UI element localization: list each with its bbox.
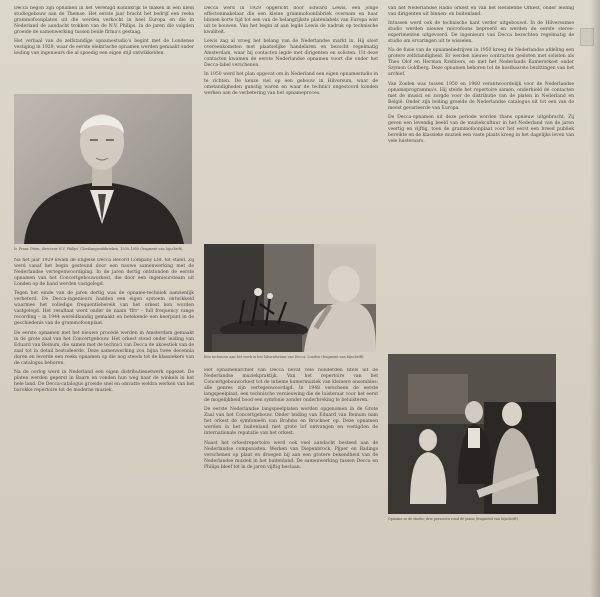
paragraph: Intussen werd ook de technische kant verder uitgebouwd. In de Hilversumse studio werden nieuwe microfoons beproefd en werden de eerste stereo-experimenten uitgevoerd. De ingenieurs van Decca bezochten regelmatig de studio om ervaringen uit te wisselen. [388, 21, 574, 45]
edge-shadow [590, 0, 600, 597]
paragraph: De Decca-opnamen uit deze periode worden thans opnieuw uitgebracht. Zij geven een levendig beeld van de muziekcultuur in het Nederland van de jaren veertig en vijftig, toen de grammofoonplaat voor het eerst een breed publiek bereikte en de klassieke muziek een vaste plaats kreeg in het dagelijks leven van vele luisteraars. [388, 114, 574, 144]
paragraph: Na de oorlog werd in Nederland een eigen distributienetwerk opgezet. De platen werden geperst in Baarn en vonden hun weg naar de winkels in het hele land. De Decca-catalogus groeide snel en omvatte weldra werken van het barokke repertoire tot de moderne muziek. [14, 369, 194, 393]
column-left-top [14, 6, 194, 90]
paragraph: Na het jaar 1929 kwam de Engelse Decca Record Company Ltd. tot stand. Zij werd vanaf het begin gesteund door een nauwe samenwerking met de Nederlandse vertegenwoordiging. In de jaren dertig ontstonden de eerste opnamen van het Concertgebouworkest, die door een ingenieursteam uit Londen op de band werden vastgelegd. [14, 258, 194, 288]
column-left-main [14, 258, 194, 588]
paragraph: Lewis zag al vroeg het belang van de Nederlandse markt in. Hij sloot overeenkomsten met plaatselijke handelaren en bezocht regelmatig Amsterdam, waar hij contacten legde met dirigenten en solisten. Uit deze contacten kwamen de eerste Nederlandse opnamen voort die onder het Decca-label verschenen. [204, 39, 378, 69]
portrait-caption-box [14, 245, 192, 257]
paragraph: De eerste opnamen met het nieuwe procédé werden in Amsterdam gemaakt in de grote zaal van het Concertgebouw. Het orkest stond onder leiding van Eduard van Beinum, die samen met de technici van Decca de akoestiek van de zaal tot in detail bestudeerde. Deze samenwerking zou bijna twee decennia duren en leverde een reeks opnamen op die nog steeds tot de klassiekers van de catalogus behoren. [14, 330, 194, 366]
portrait-caption: Ir. Frans Otten, directeur N.V. Philips' Gloeilampenfabrieken, 1930–1950 (fragment van bijschrift) [14, 247, 183, 251]
technician-photo [204, 244, 376, 352]
group-image [388, 354, 556, 514]
portrait-image [14, 94, 192, 244]
column-right-top [388, 6, 574, 346]
group-photo [388, 354, 556, 514]
paragraph: In 1950 werd het plan opgevat om in Nederland een eigen opnamestudio in te richten. De keuze viel op een gebouw in Hilversum, waar de omstandigheden gunstig waren en waar de technici ongestoord konden werken aan de verbetering van het opnameproces. [204, 72, 378, 96]
paragraph: Het verhaal van de zelfstandige opnamestudio's begint met de Londense vestiging in 1929, waar de eerste elektrische opnamen werden gemaakt onder leiding van ingenieurs die al spoedig een eigen stijl ontwikkelden. [14, 39, 194, 57]
paragraph: Decca begon zijn opnamen in het Verenigd Koninkrijk te maken in een klein studiogebouw aan de Themse. Het eerste jaar bracht het bedrijf een reeks grammofoonplaten uit die werden verkocht in heel Europa en die in Nederland de aandacht trokken van de N.V. Philips. In de jaren die volgden groeide de samenwerking tussen beide firma's gestaag. [14, 6, 194, 36]
portrait-photo [14, 94, 192, 244]
column-middle-bottom [204, 368, 378, 590]
group-caption: Opname in de studio; drie personen rond de piano (fragment van bijschrift) [388, 517, 518, 521]
paragraph: Na de fusie van de opnamebedrijven in 1950 kreeg de Nederlandse afdeling een grotere zelfstandigheid. Er werden nieuwe contracten gesloten met solisten als Theo Olof en Herman Krebbers, en met het Nederlands Kamerorkest onder Szymon Goldberg. Deze opnamen behoren tot de kostbaarste bezittingen van het archief. [388, 48, 574, 78]
paragraph: Het opnamenarchief van Decca bevat vele honderden titels uit de Nederlandse muziekpraktijk. Van het repertoire van het Concertgebouworkest tot de intieme kamermuziek van kleinere ensembles: alle genres zijn vertegenwoordigd. In 1948 verscheen de eerste langspeelplaat, een technische vernieuwing die de luisteraar voor het eerst de mogelijkheid bood een symfonie zonder onderbreking te beluisteren. [204, 368, 378, 404]
column-middle-top [204, 6, 378, 238]
technician-image [204, 244, 376, 352]
paragraph: De eerste Nederlandse langspeelplaten werden opgenomen in de Grote Zaal van het Concertgebouw. Onder leiding van Eduard van Beinum nam het orkest de symfonieën van Brahms en Bruckner op. Deze opnamen werden in het buitenland met grote lof ontvangen en vestigden de internationale reputatie van het orkest. [204, 407, 378, 437]
paragraph: Naast het orkestrepertoire werd ook veel aandacht besteed aan de Nederlandse componisten. Werken van Diepenbrock, Pijper en Badings verschenen op plaat en droegen bij aan een grotere bekendheid van de Nederlandse muziek in het buitenland. De samenwerking tussen Decca en Philips bleef tot in de jaren vijftig bestaan. [204, 440, 378, 470]
group-caption-box [388, 515, 556, 537]
technician-caption: Een technicus aan het werk in het laboratorium van Decca, Londen (fragment van bijschrift) [204, 355, 364, 359]
paragraph: van het Nederlandse Radio orkest en van het Residentie Orkest, onder leiding van dirigenten uit binnen- en buitenland. [388, 6, 574, 18]
paragraph: Decca werd in 1929 opgericht door Edward Lewis, een jonge effectenmakelaar die een kleine grammofoonfabriek overnam en haar binnen korte tijd tot een van de belangrijkste platenlabels van Europa wist uit te bouwen. Van het begin af aan legde Lewis de nadruk op technische kwaliteit. [204, 6, 378, 36]
paragraph: Van Zoelen was tussen 1950 en 1960 verantwoordelijk voor de Nederlandse opnameprogramma's. Hij stelde het repertoire samen, onderhield de contacten met de musici en zorgde voor de distributie van de platen in Nederland en België. Onder zijn leiding groeide de Nederlandse catalogus uit tot een van de meest gevarieerde van Europa. [388, 81, 574, 111]
paragraph: Tegen het einde van de jaren dertig was de opname-techniek aanzienlijk verbeterd. De Decca-ingenieurs hadden een eigen systeem ontwikkeld waarmee het volledige frequentiebereik van het orkest kon worden vastgelegd. Het resultaat werd onder de naam 'ffrr' – full frequency range recording – in 1944 wereldkundig gemaakt en betekende een keerpunt in de geschiedenis van de grammofoonplaat. [14, 291, 194, 327]
technician-caption-box [204, 353, 376, 365]
